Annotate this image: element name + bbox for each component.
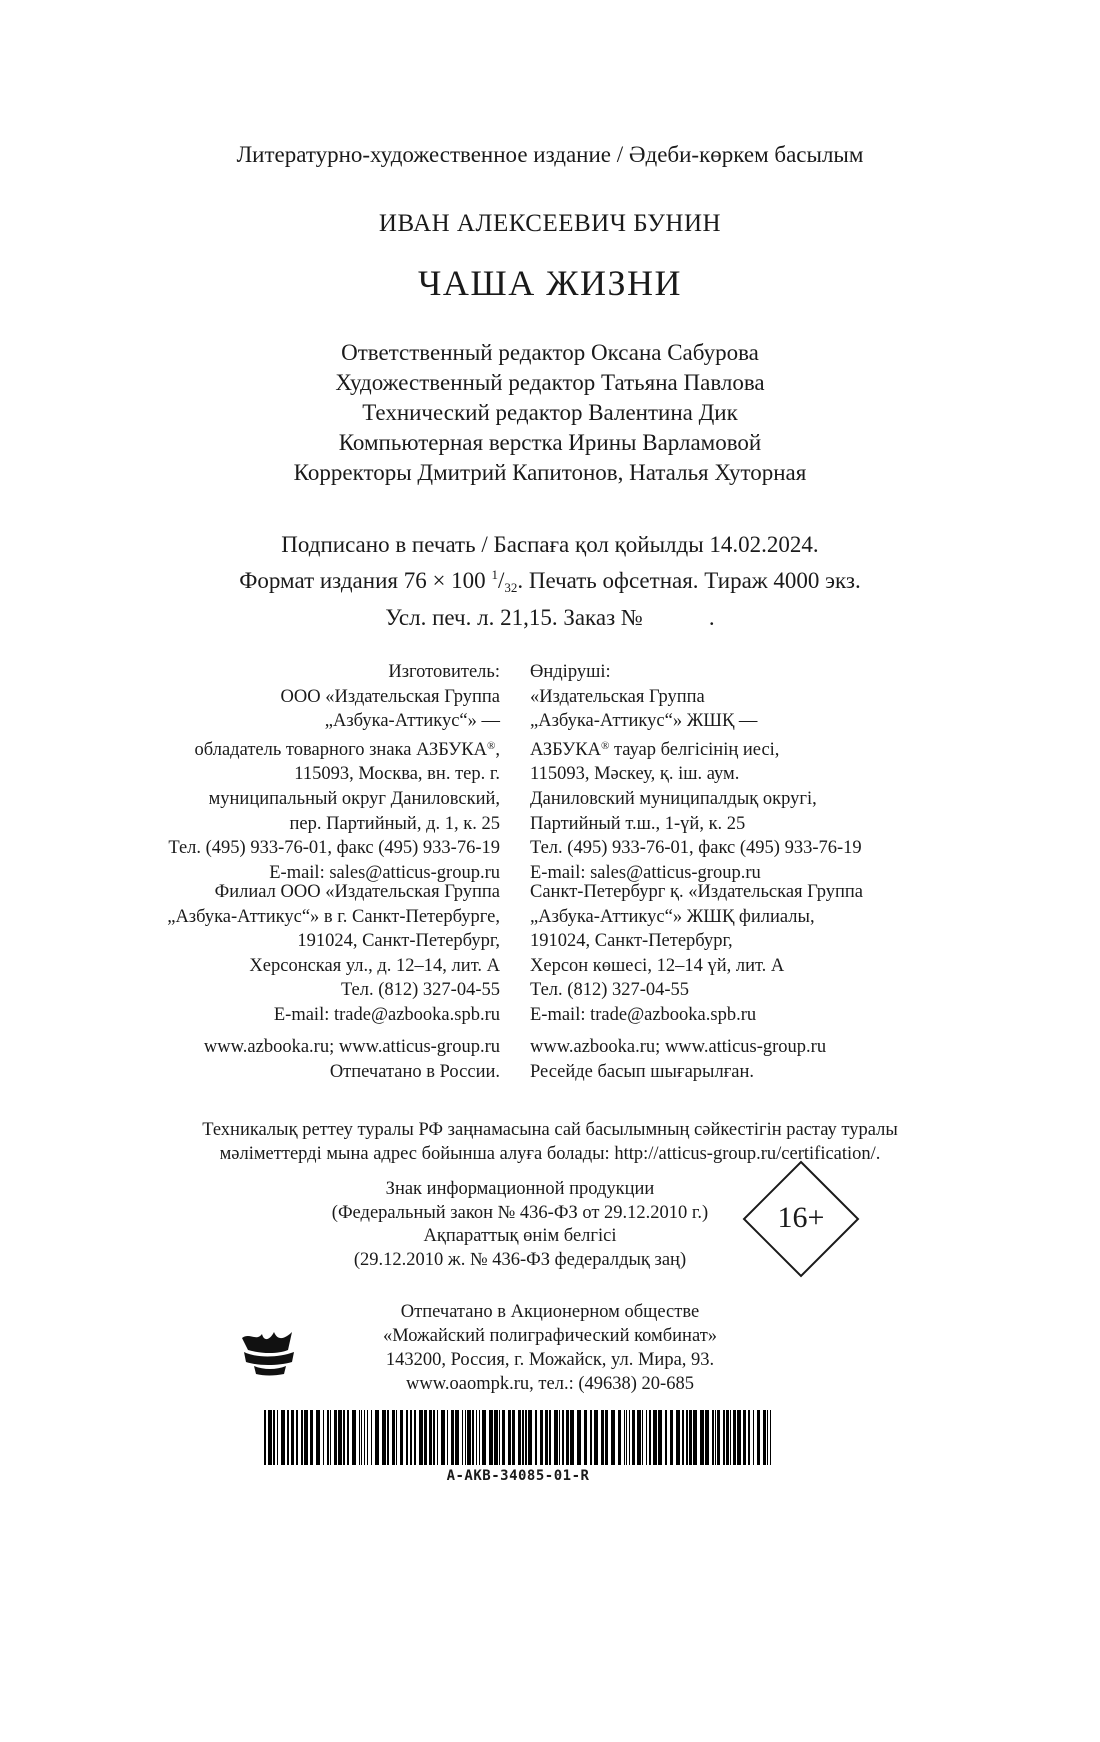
- barcode-bar: [570, 1410, 574, 1465]
- print-sheets: Усл. печ. л. 21,15. Заказ № .: [385, 605, 715, 630]
- barcode-bar: [562, 1410, 564, 1465]
- barcode-bar: [743, 1410, 746, 1465]
- age-rating: 16+: [777, 1201, 825, 1234]
- barcode-bar: [715, 1410, 716, 1465]
- print-info: [0, 530, 1100, 633]
- barcode-bar: [682, 1410, 684, 1465]
- barcode-bar: [705, 1410, 709, 1465]
- web-ru: www.azbooka.ru; www.atticus-group.ru Отпечатано в России.: [203, 1037, 500, 1082]
- barcode-bar: [535, 1410, 537, 1465]
- barcode-bar: [590, 1410, 592, 1465]
- barcode-bar: [686, 1410, 688, 1465]
- barcode-bar: [642, 1410, 643, 1465]
- author-name: ИВАН АЛЕКСЕЕВИЧ БУНИН: [378, 210, 722, 237]
- barcode-bar: [451, 1410, 454, 1465]
- barcode-bar: [767, 1410, 768, 1465]
- barcode-bar: [665, 1410, 667, 1465]
- branch-ru: Филиал ООО «Издательская Группа „Азбука-Аттикус“» в г. Санкт-Петербурге, 191024, Санкт-Петербург, Херсонская ул., д. 12–14, лит. А Тел. (812) 327-04-55 E-mail: trade@azbooka.spb.ru: [167, 882, 500, 1025]
- barcode-bar: [670, 1410, 673, 1465]
- barcode-bar: [264, 1410, 266, 1465]
- barcode-bar: [594, 1410, 598, 1465]
- barcode-bar: [429, 1410, 432, 1465]
- barcode-bar: [465, 1410, 466, 1465]
- barcode-bar: [611, 1410, 615, 1465]
- barcode-bar: [712, 1410, 714, 1465]
- barcode-bar: [518, 1410, 521, 1465]
- barcode-bar: [618, 1410, 621, 1465]
- barcode-bar: [676, 1410, 680, 1465]
- barcode-bar: [730, 1410, 731, 1465]
- barcode-bar: [726, 1410, 729, 1465]
- barcode-bar: [624, 1410, 625, 1465]
- barcode-bar: [291, 1410, 294, 1465]
- barcode-bar: [717, 1410, 720, 1465]
- barcode: [262, 1410, 774, 1465]
- barcode-bar: [472, 1410, 474, 1465]
- barcode-bar: [387, 1410, 389, 1465]
- credit-line: Корректоры Дмитрий Капитонов, Наталья Хуторная: [293, 460, 807, 485]
- barcode-bar: [433, 1410, 435, 1465]
- barcode-bar: [367, 1410, 368, 1465]
- credit-line: Ответственный редактор Оксана Сабурова: [341, 340, 759, 365]
- barcode-bar: [748, 1410, 750, 1465]
- barcode-bar: [554, 1410, 558, 1465]
- barcode-bar: [364, 1410, 365, 1465]
- barcode-bar: [499, 1410, 500, 1465]
- barcode-bar: [693, 1410, 697, 1465]
- certification-note: Техникалық реттеу туралы РФ заңнамасына сай басылымның сәйкестігін растау туралы мәліметтерді мына адрес бойынша алуға болады: http://atticus-group.ru/certification/.: [202, 1120, 898, 1164]
- barcode-bar: [605, 1410, 608, 1465]
- barcode-bar: [700, 1410, 704, 1465]
- barcode-bar: [414, 1410, 416, 1465]
- barcode-bar: [310, 1410, 313, 1465]
- series-line: Литературно-художественное издание / Әдеби-көркем басылым: [236, 142, 864, 167]
- book-title: ЧАША ЖИЗНИ: [418, 263, 682, 303]
- barcode-bar: [316, 1410, 320, 1465]
- barcode-bar: [287, 1410, 289, 1465]
- barcode-bar: [296, 1410, 298, 1465]
- barcode-bar: [689, 1410, 692, 1465]
- barcode-bar: [528, 1410, 532, 1465]
- barcode-bar: [658, 1410, 662, 1465]
- manufacturer-ru: Изготовитель: ООО «Издательская Группа „Азбука-Аттикус“» — обладатель товарного знака АЗБУКА®, 115093, Москва, вн. тер. г. муниципальный округ Даниловский, пер. Партийный, д. 1, к. 25 Тел. (495) 933-76-01, факс (495) 933-76-19 E-mail: sales@atticus-group.ru: [168, 662, 500, 883]
- barcode-bar: [424, 1410, 427, 1465]
- barcode-bar: [626, 1410, 627, 1465]
- credit-line: Технический редактор Валентина Дик: [362, 400, 738, 425]
- barcode-id: A-AKB-34085-01-R: [446, 1468, 590, 1484]
- barcode-bar: [545, 1410, 548, 1465]
- barcode-bar: [338, 1410, 342, 1465]
- barcode-bar: [649, 1410, 651, 1465]
- barcode-bar: [277, 1410, 278, 1465]
- barcode-bar: [304, 1410, 308, 1465]
- barcode-bar: [512, 1410, 515, 1465]
- barcode-bar: [281, 1410, 285, 1465]
- info-product-sign: Знак информационной продукции (Федеральный закон № 436-ФЗ от 29.12.2010 г.) Ақпараттық өнім белгісі (29.12.2010 ж. № 436-ФЗ федералдық заң): [331, 1179, 709, 1270]
- barcode-bar: [601, 1410, 604, 1465]
- barcode-bar: [441, 1410, 445, 1465]
- barcode-bar: [733, 1410, 736, 1465]
- branch-kz: Санкт-Петербург қ. «Издательская Группа „Азбука-Аттикус“» ЖШҚ филиалы, 191024, Санкт-Петербург, Херсон көшесі, 12–14 үй, лит. А Тел. (812) 327-04-55 E-mail: trade@azbooka.spb.ru: [530, 882, 863, 1025]
- barcode-bar: [494, 1410, 498, 1465]
- edition-format: Формат издания 76 × 100 $^1/_{32}$. Печать офсетная. Тираж 4000 экз.: [239, 567, 861, 595]
- barcode-bar: [323, 1410, 324, 1465]
- editorial-credits: [0, 338, 1100, 488]
- barcode-bar: [723, 1410, 725, 1465]
- barcode-bar: [330, 1410, 331, 1465]
- barcode-bar: [301, 1410, 303, 1465]
- barcode-bar: [522, 1410, 524, 1465]
- barcode-bar: [396, 1410, 397, 1465]
- barcode-bar: [327, 1410, 329, 1465]
- barcode-bar: [392, 1410, 395, 1465]
- barcode-bar: [467, 1410, 471, 1465]
- barcode-bar: [410, 1410, 412, 1465]
- barcode-bar: [455, 1410, 459, 1465]
- barcode-bar: [400, 1410, 403, 1465]
- printer-crown-logo-icon: [238, 1328, 300, 1376]
- barcode-bar: [549, 1410, 551, 1465]
- credit-line: Художественный редактор Татьяна Павлова: [335, 370, 765, 395]
- barcode-bar: [268, 1410, 272, 1465]
- barcode-bar: [525, 1410, 527, 1465]
- barcode-bar: [577, 1410, 581, 1465]
- barcode-bar: [406, 1410, 408, 1465]
- barcode-bar: [447, 1410, 448, 1465]
- barcode-bar: [770, 1410, 771, 1465]
- age-rating-badge: [742, 1160, 860, 1278]
- printer-info: Отпечатано в Акционерном обществе «Можайский полиграфический комбинат» 143200, Россия, г. Можайск, ул. Мира, 93. www.oaompk.ru, тел.: (49638) 20-685: [382, 1302, 718, 1394]
- barcode-bar: [540, 1410, 543, 1465]
- barcode-bar: [361, 1410, 362, 1465]
- barcode-bar: [566, 1410, 569, 1465]
- barcode-bar: [419, 1410, 423, 1465]
- barcode-bar: [482, 1410, 486, 1465]
- barcode-bar: [502, 1410, 505, 1465]
- signed-date: Подписано в печать / Баспаға қол қойылды 14.02.2024.: [281, 532, 819, 557]
- barcode-bar: [646, 1410, 647, 1465]
- barcode-bar: [347, 1410, 349, 1465]
- barcode-bar: [343, 1410, 345, 1465]
- barcode-bar: [637, 1410, 641, 1465]
- barcode-bar: [629, 1410, 630, 1465]
- barcode-bar: [437, 1410, 438, 1465]
- barcode-bar: [757, 1410, 760, 1465]
- barcode-bar: [584, 1410, 587, 1465]
- barcode-bar: [375, 1410, 379, 1465]
- barcode-bar: [371, 1410, 372, 1465]
- barcode-bar: [737, 1410, 741, 1465]
- web-kz: www.azbooka.ru; www.atticus-group.ru Ресейде басып шығарылған.: [530, 1037, 827, 1082]
- barcode-bar: [476, 1410, 477, 1465]
- barcode-bar: [753, 1410, 754, 1465]
- barcode-bar: [489, 1410, 493, 1465]
- barcode-bar: [359, 1410, 360, 1465]
- barcode-bar: [508, 1410, 511, 1465]
- barcode-bar: [632, 1410, 635, 1465]
- barcode-bar: [763, 1410, 766, 1465]
- credit-line: Компьютерная верстка Ирины Варламовой: [338, 430, 762, 455]
- barcode-bar: [382, 1410, 386, 1465]
- barcode-bar: [352, 1410, 356, 1465]
- barcode-bar: [334, 1410, 337, 1465]
- barcode-bar: [462, 1410, 463, 1465]
- barcode-bar: [273, 1410, 275, 1465]
- manufacturer-kz: Өндіруші: «Издательская Группа „Азбука-Аттикус“» ЖШҚ — АЗБУКА® тауар белгісінің иесі, 115093, Мәскеу, қ. іш. аум. Даниловский муниципалдық округі, Партийный т.ш., 1-үй, к. 25 Тел. (495) 933-76-01, факс (495) 933-76-19 E-mail: sales@atticus-group.ru: [530, 662, 862, 883]
- barcode-bar: [559, 1410, 560, 1465]
- barcode-bar: [653, 1410, 657, 1465]
- barcode-bar: [479, 1410, 480, 1465]
